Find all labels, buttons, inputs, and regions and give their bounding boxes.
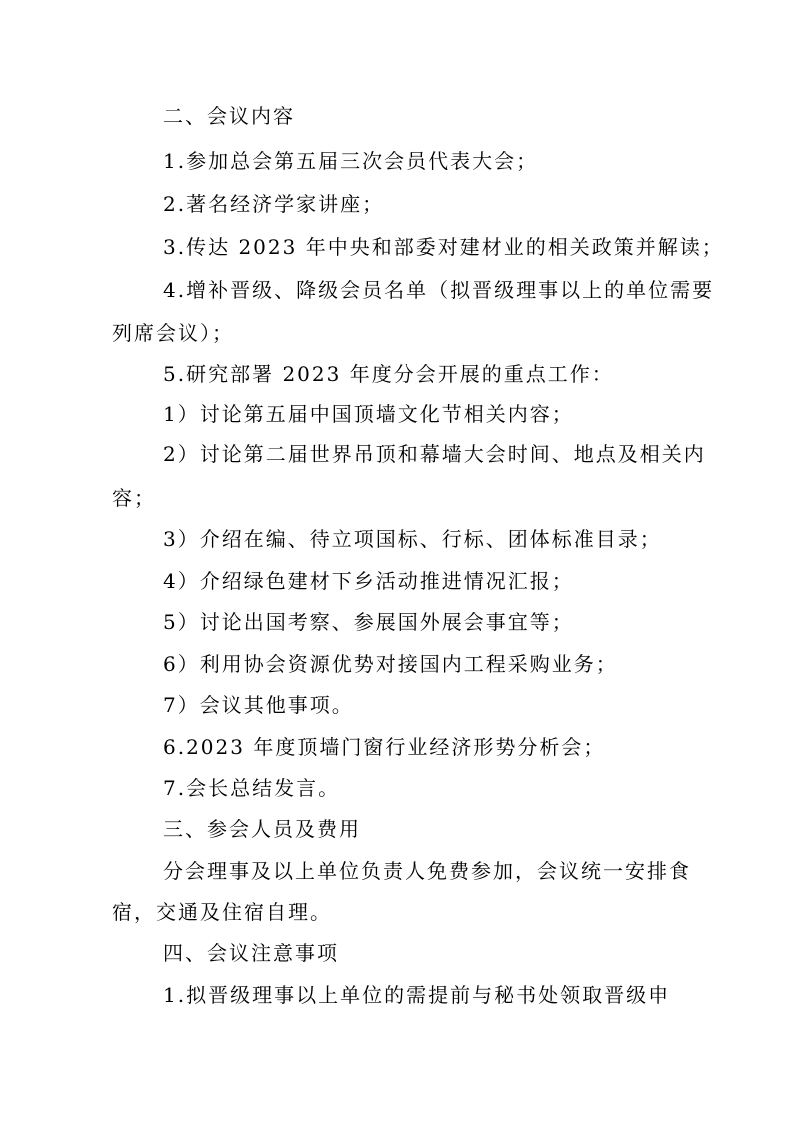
heading-attendees-fees: 三、参会人员及费用: [163, 817, 361, 841]
content-item: 6.2023 年度顶墙门窗行业经济形势分析会；: [163, 735, 606, 759]
paragraph-line: 分会理事及以上单位负责人免费参加，会议统一安排食: [163, 859, 691, 883]
sub-item: 6）利用协会资源优势对接国内工程采购业务；: [163, 652, 618, 676]
sub-item: 5）讨论出国考察、参展国外展会事宜等；: [163, 610, 574, 634]
content-item: 1.拟晋级理事以上单位的需提前与秘书处领取晋级申: [163, 983, 671, 1007]
content-item-continuation: 列席会议）；: [112, 321, 234, 345]
content-item: 4.增补晋级、降级会员名单（拟晋级理事以上的单位需要: [163, 278, 715, 302]
heading-notes: 四、会议注意事项: [163, 941, 339, 965]
sub-item: 3）介绍在编、待立项国标、行标、团体标准目录；: [163, 527, 662, 551]
heading-meeting-content: 二、会议内容: [163, 104, 295, 128]
content-item: 2.著名经济学家讲座；: [163, 192, 385, 216]
content-item: 1.参加总会第五届三次会员代表大会；: [163, 149, 539, 173]
sub-item: 7）会议其他事项。: [163, 693, 354, 717]
sub-item-continuation: 容；: [112, 486, 156, 510]
sub-item: 4）介绍绿色建材下乡活动推进情况汇报；: [163, 569, 574, 593]
sub-item: 2）讨论第二届世界吊顶和幕墙大会时间、地点及相关内: [163, 442, 706, 466]
content-item: 7.会长总结发言。: [163, 776, 341, 800]
content-item: 5.研究部署 2023 年度分会开展的重点工作：: [163, 362, 614, 386]
paragraph-line-continuation: 宿，交通及住宿自理。: [112, 900, 332, 924]
content-item: 3.传达 2023 年中央和部委对建材业的相关政策并解读；: [163, 235, 724, 259]
sub-item: 1）讨论第五届中国顶墙文化节相关内容；: [163, 402, 574, 426]
